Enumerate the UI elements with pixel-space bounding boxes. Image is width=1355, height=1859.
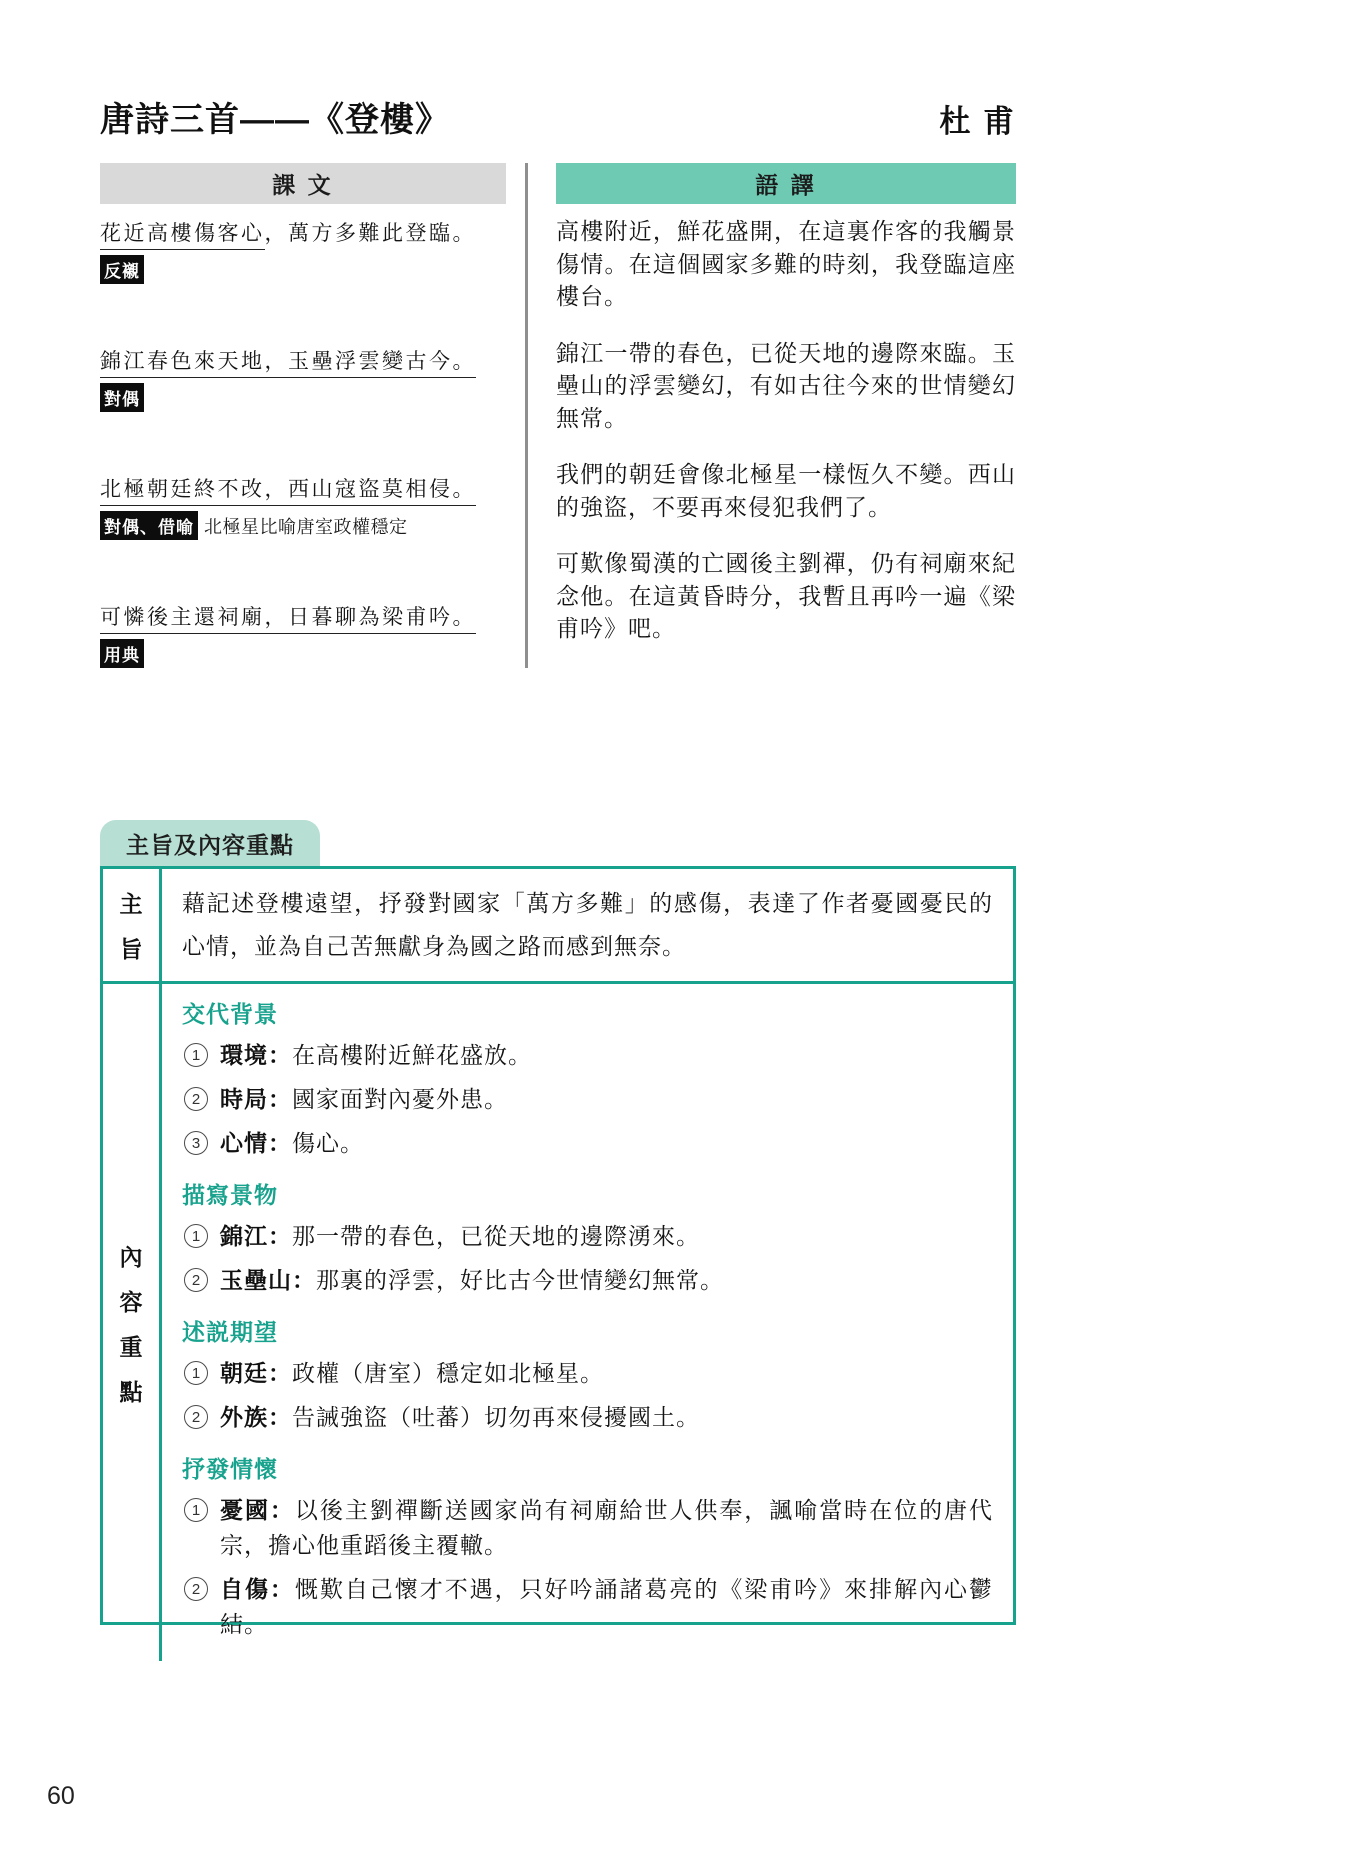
item-detail: 那裏的浮雲，好比古今世情變幻無常。 [316,1268,724,1293]
item-label: 心情： [220,1130,292,1156]
poem-line-block-2 [100,347,506,412]
source-text-column [100,163,506,668]
row-label-char: 旨 [119,936,143,962]
section-heading: 抒發情懷 [182,1456,278,1482]
poem-line-rest: ，萬方多難此登臨。 [264,221,476,245]
rhetoric-tag: 反襯 [100,255,144,284]
item-detail: 在高樓附近鮮花盛放。 [292,1043,532,1068]
rhetoric-tag: 對偶、借喻 [100,511,198,540]
circled-number: 2 [184,1268,208,1292]
content-points-row [103,981,1013,1661]
list-item [182,1263,993,1298]
list-item [182,1082,993,1117]
page-title: 唐詩三首——《登樓》 [100,101,450,139]
item-detail: 慨歎自己懷才不遇，只好吟誦諸葛亮的《梁甫吟》來排解內心鬱結。 [220,1577,994,1637]
summary-table [100,866,1016,1637]
translation-paragraph: 錦江一帶的春色，已從天地的邊際來臨。玉壘山的浮雲變幻，有如古往今來的世情變幻無常。 [556,340,1016,431]
row-label-char: 主 [119,891,143,917]
row-label-char: 內 [119,1243,143,1270]
list-item [182,1356,993,1391]
section-heading: 描寫景物 [182,1182,278,1208]
list-item [182,1572,993,1642]
row-label-char: 重 [119,1333,143,1360]
poem-line [100,219,506,247]
text-and-translation-section [100,163,1016,668]
underlined-phrase: 錦江春色來天地，玉壘浮雲變古今。 [100,349,476,378]
circled-number: 1 [184,1498,208,1522]
list-item [182,1038,993,1073]
circled-number: 1 [184,1361,208,1385]
circled-number: 2 [184,1405,208,1429]
poem-line-block-1 [100,219,506,284]
poem-line [100,603,506,631]
item-label: 自傷： [220,1576,295,1602]
main-idea-row-label [103,869,162,981]
column-divider [525,163,528,668]
main-idea-text: 藉記述登樓遠望，抒發對國家「萬方多難」的感傷，表達了作者憂國憂民的心情，並為自己苦無獻身為國之路而感到無奈。 [182,891,993,959]
circled-number: 1 [184,1043,208,1067]
item-label: 外族： [220,1404,292,1430]
list-item [182,1493,993,1563]
item-detail: 政權（唐室）穩定如北極星。 [292,1361,604,1386]
item-text [220,1572,993,1642]
summary-section-tab: 主旨及內容重點 [100,820,320,866]
item-text [220,1126,364,1161]
item-label: 環境： [220,1042,292,1068]
tag-row [100,255,506,284]
row-label-char: 容 [119,1288,143,1315]
translation-column [556,163,1016,668]
list-item [182,1126,993,1161]
item-text [220,1082,508,1117]
circled-number: 3 [184,1131,208,1155]
section-heading: 述説期望 [182,1319,278,1345]
underlined-phrase: 可憐後主還祠廟，日暮聊為梁甫吟。 [100,605,476,634]
title-row [100,92,1016,141]
rhetoric-tag: 對偶 [100,383,144,412]
main-idea-row [103,869,1013,981]
item-label: 朝廷： [220,1360,292,1386]
content-points-row-label [103,984,162,1661]
list-item [182,1219,993,1254]
tag-row [100,383,506,412]
item-label: 憂國： [220,1497,295,1523]
item-text [220,1038,532,1073]
page-number: 60 [47,1782,75,1810]
source-text-header: 課 文 [100,163,506,204]
tag-note: 北極星比喻唐室政權穩定 [204,516,408,537]
item-text [220,1356,604,1391]
circled-number: 2 [184,1577,208,1601]
item-text [220,1400,700,1435]
author-name: 杜 甫 [939,104,1016,139]
underlined-phrase: 北極朝廷終不改，西山寇盜莫相侵。 [100,477,476,506]
translation-header: 語 譯 [556,163,1016,204]
poem-line-block-3 [100,475,506,540]
section-heading: 交代背景 [182,1001,278,1027]
translation-paragraph: 可歎像蜀漢的亡國後主劉禪，仍有祠廟來紀念他。在這黃昏時分，我暫且再吟一遍《梁甫吟》吧。 [556,551,1016,641]
item-text [220,1493,993,1563]
underlined-phrase: 花近高樓傷客心 [100,221,265,250]
item-label: 時局： [220,1086,292,1112]
translation-paragraph: 我們的朝廷會像北極星一樣恆久不變。西山的強盜，不要再來侵犯我們了。 [556,462,1016,520]
circled-number: 1 [184,1224,208,1248]
tag-row [100,511,506,540]
item-detail: 國家面對內憂外患。 [292,1087,508,1112]
item-text [220,1263,724,1298]
poem-line [100,347,506,375]
rhetoric-tag: 用典 [100,639,144,668]
translation-paragraph: 高樓附近，鮮花盛開，在這裏作客的我觸景傷情。在這個國家多難的時刻，我登臨這座樓台。 [556,219,1016,309]
content-points-body [162,984,1013,1661]
item-text [220,1219,700,1254]
poem-line-block-4 [100,603,506,668]
list-item [182,1400,993,1435]
item-detail: 以後主劉禪斷送國家尚有祠廟給世人供奉，諷喻當時在位的唐代宗，擔心他重蹈後主覆轍。 [220,1498,994,1558]
item-detail: 傷心。 [292,1131,364,1156]
item-label: 玉壘山： [220,1267,316,1293]
item-detail: 告誡強盜（吐蕃）切勿再來侵擾國土。 [292,1405,700,1430]
row-label-char: 點 [119,1378,143,1405]
item-label: 錦江： [220,1223,292,1249]
item-detail: 那一帶的春色，已從天地的邊際湧來。 [292,1224,700,1249]
tag-row [100,639,506,668]
circled-number: 2 [184,1087,208,1111]
poem-line [100,475,506,503]
